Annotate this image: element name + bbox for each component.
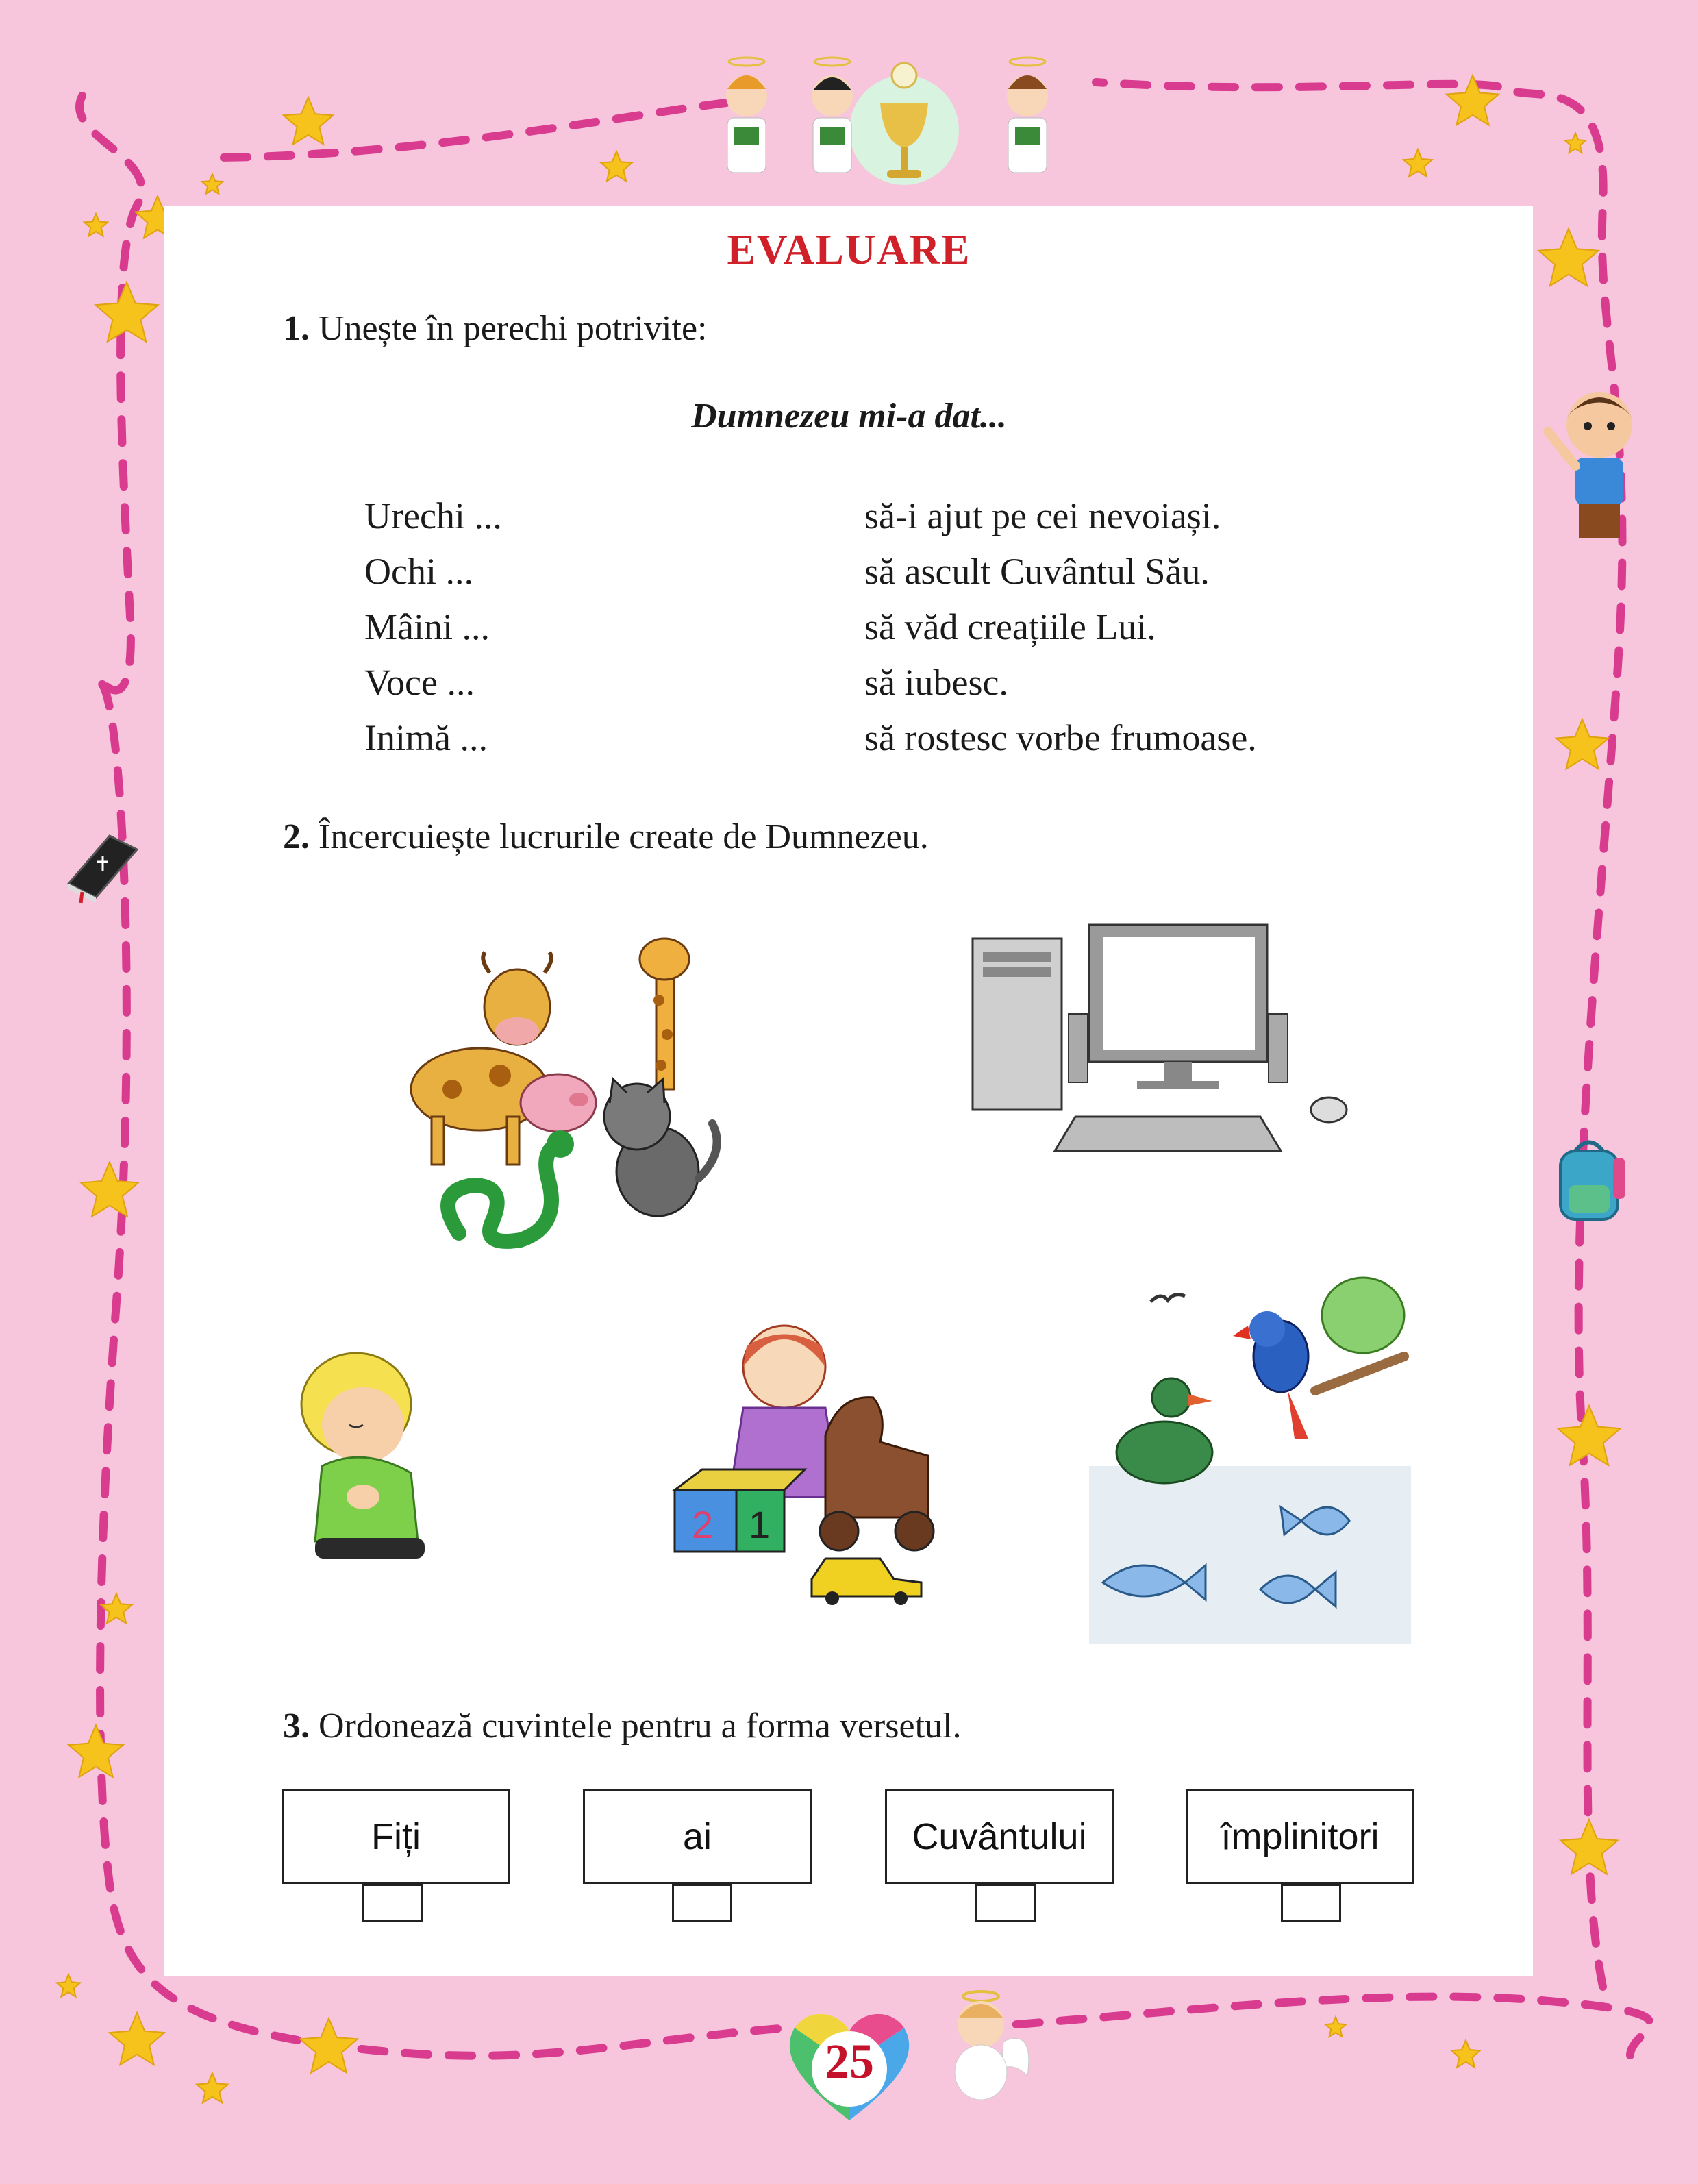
backpack-icon [1548,1137,1630,1226]
page-number: 25 [825,2034,874,2089]
angel-icon [812,58,853,173]
question-text: Unește în perechi potrivite: [319,309,708,348]
star-icon [284,97,333,145]
word-card[interactable]: împlinitori [1186,1789,1414,1884]
praying-child-illustration[interactable] [288,1343,459,1562]
order-answer-box[interactable] [1281,1884,1341,1922]
star-icon [1558,1406,1620,1465]
toys-illustration[interactable] [661,1319,949,1606]
star-icon [1565,133,1586,153]
toy-car-icon [812,1559,921,1605]
duck-icon [1116,1378,1212,1483]
list-item-left: Voce ... [364,662,475,703]
list-item-left: Urechi ... [364,495,502,536]
list-item-right: să-i ajut pe cei nevoiași. [864,495,1221,536]
mouse-icon [1311,1097,1347,1122]
angel-with-wings-icon [938,1987,1034,2103]
parrot-icon [1233,1311,1308,1439]
list-item-right: să văd creațiile Lui. [864,606,1156,647]
pig-icon [521,1074,596,1132]
star-icon [1560,1820,1618,1874]
angel-icon [1007,58,1048,173]
star-icon [1325,2017,1346,2037]
star-icon [81,1162,138,1217]
star-icon [110,2013,164,2065]
cow-icon [411,952,551,1165]
exercise-subtitle: Dumnezeu mi-a dat... [691,397,1007,436]
blocks-icon [675,1469,805,1552]
question-number: 3. [283,1707,310,1746]
animals-illustration[interactable] [404,918,774,1274]
angel-icon [726,58,767,173]
question-text: Încercuiește lucrurile create de Dumnezeu. [319,817,929,856]
bible-icon [62,829,144,904]
order-answer-box[interactable] [362,1884,423,1922]
question-2 [283,817,929,857]
star-icon [197,2073,228,2102]
keyboard-icon [1055,1117,1281,1151]
cat-icon [604,1079,717,1216]
list-item-left: Mâini ... [364,606,490,647]
star-icon [202,174,223,194]
list-item-right: să ascult Cuvântul Său. [864,551,1210,592]
question-text: Ordonează cuvintele pentru a forma versetul. [319,1707,962,1746]
left-column [364,488,502,766]
list-item-left: Inimă ... [364,717,488,758]
svg-text:2: 2 [692,1503,714,1546]
star-icon [1451,2040,1480,2068]
star-icon [1403,149,1432,177]
star-icon [57,1974,80,1997]
word-card[interactable]: Fiți [282,1789,510,1884]
order-answer-box[interactable] [975,1884,1036,1922]
order-answer-box[interactable] [672,1884,732,1922]
tree-icon [1315,1278,1404,1391]
page-title: EVALUARE [727,227,971,273]
question-number: 1. [283,309,310,348]
monitor-icon [1089,925,1267,1089]
star-icon [1556,719,1608,769]
word-card[interactable]: Cuvântului [885,1789,1114,1884]
word-card[interactable]: ai [583,1789,812,1884]
bird-flying-icon [1151,1295,1185,1302]
right-column [864,488,1257,766]
question-number: 2. [283,817,310,856]
computer-case-icon [973,939,1062,1110]
star-icon [95,282,158,342]
star-icon [68,1725,123,1777]
toy-horse-icon [820,1398,934,1550]
nature-birds-fish-illustration[interactable] [1089,1261,1411,1644]
star-icon [300,2018,358,2073]
giraffe-icon [640,939,689,1089]
svg-text:1: 1 [749,1503,771,1546]
angels-chalice-ornament [712,55,1069,192]
list-item-right: să iubesc. [864,662,1008,703]
star-icon [101,1593,132,1623]
question-1 [283,308,707,349]
list-item-right: să rostesc vorbe frumoase. [864,717,1257,758]
list-item-left: Ochi ... [364,551,473,592]
question-3 [283,1706,961,1746]
star-icon [601,151,632,181]
computer-illustration[interactable] [966,911,1363,1165]
